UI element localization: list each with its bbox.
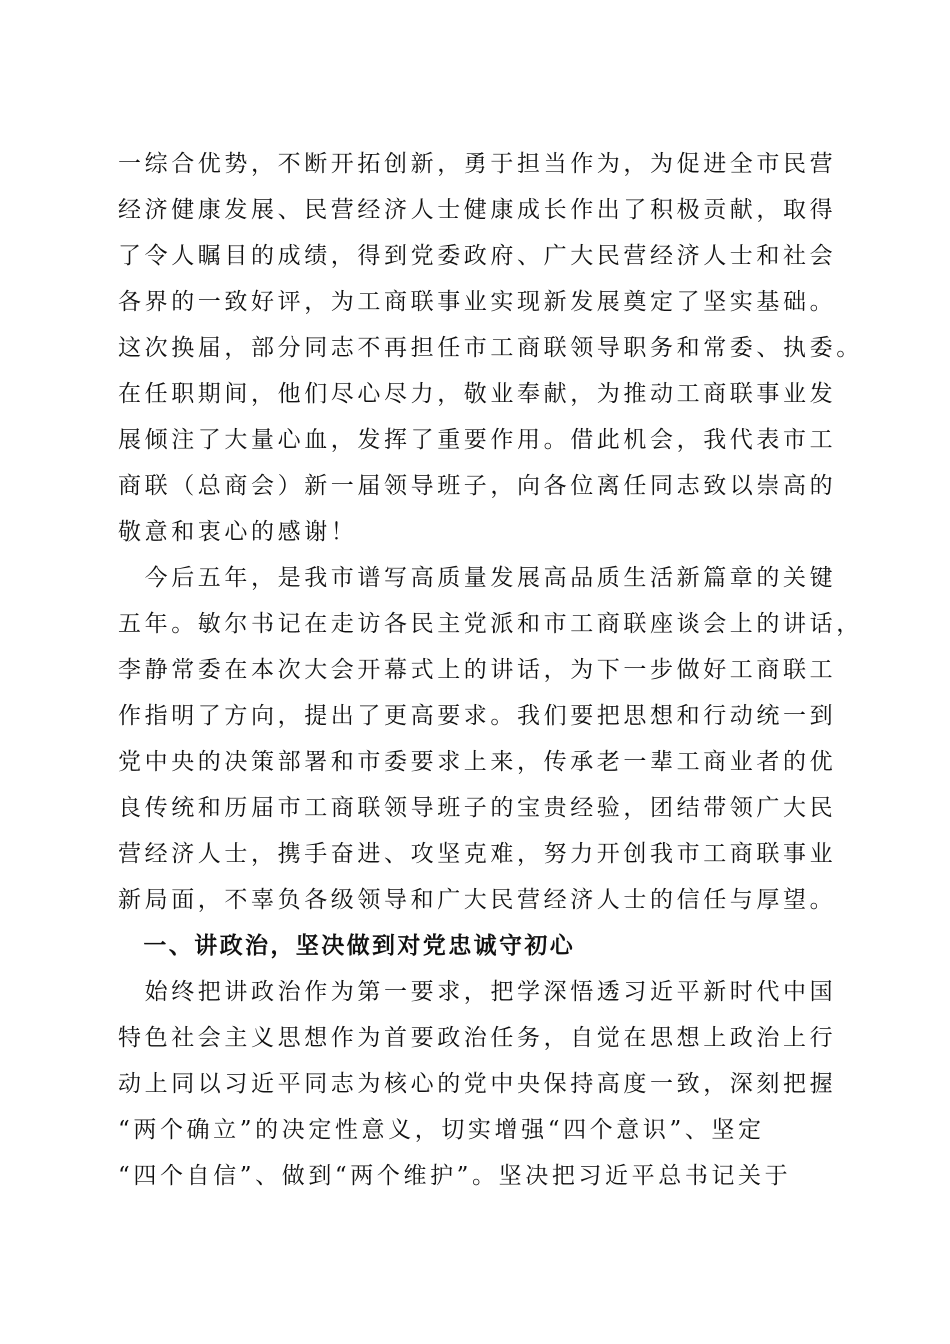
text-line: 新局面，不辜负各级领导和广大民营经济人士的信任与厚望。: [118, 887, 837, 913]
text-line: 党中央的决策部署和市委要求上来，传承老一辈工商业者的优: [118, 749, 837, 775]
text-line: 展倾注了大量心血，发挥了重要作用。借此机会，我代表市工: [118, 427, 837, 453]
text-line: 了令人瞩目的成绩，得到党委政府、广大民营经济人士和社会: [118, 243, 837, 269]
text-line: 商联（总商会）新一届领导班子，向各位离任同志致以崇高的: [118, 473, 837, 499]
text-line: 经济健康发展、民营经济人士健康成长作出了积极贡献，取得: [118, 197, 837, 223]
text-line: 五年。敏尔书记在走访各民主党派和市工商联座谈会上的讲话，: [118, 611, 863, 637]
text-line: 动上同以习近平同志为核心的党中央保持高度一致，深刻把握: [118, 1071, 837, 1097]
text-line: 始终把讲政治作为第一要求，把学深悟透习近平新时代中国: [118, 979, 837, 1005]
text-line: “两个确立”的决定性意义，切实增强“四个意识”、坚定: [118, 1117, 765, 1143]
text-line: 作指明了方向，提出了更高要求。我们要把思想和行动统一到: [118, 703, 837, 729]
text-line: 特色社会主义思想作为首要政治任务，自觉在思想上政治上行: [118, 1025, 837, 1051]
text-line: 一综合优势，不断开拓创新，勇于担当作为，为促进全市民营: [118, 151, 837, 177]
text-line: 这次换届，部分同志不再担任市工商联领导职务和常委、执委。: [118, 335, 863, 361]
section-heading: 一、讲政治，坚决做到对党忠诚守初心: [118, 933, 576, 959]
text-line: 营经济人士，携手奋进、攻坚克难，努力开创我市工商联事业: [118, 841, 837, 867]
text-line: 各界的一致好评，为工商联事业实现新发展奠定了坚实基础。: [118, 289, 837, 315]
document-body: [118, 141, 863, 1199]
text-line: 敬意和衷心的感谢！: [118, 519, 358, 545]
paragraph-3: [118, 969, 838, 1199]
text-line: 今后五年，是我市谱写高质量发展高品质生活新篇章的关键: [118, 565, 837, 591]
text-line: 李静常委在本次大会开幕式上的讲话，为下一步做好工商联工: [118, 657, 837, 683]
paragraph-1: [118, 141, 863, 555]
text-line: “四个自信”、做到“两个维护”。坚决把习近平总书记关于: [118, 1163, 792, 1189]
paragraph-2: [118, 555, 863, 923]
text-line: 良传统和历届市工商联领导班子的宝贵经验，团结带领广大民: [118, 795, 837, 821]
text-line: 在任职期间，他们尽心尽力，敬业奉献，为推动工商联事业发: [118, 381, 837, 407]
